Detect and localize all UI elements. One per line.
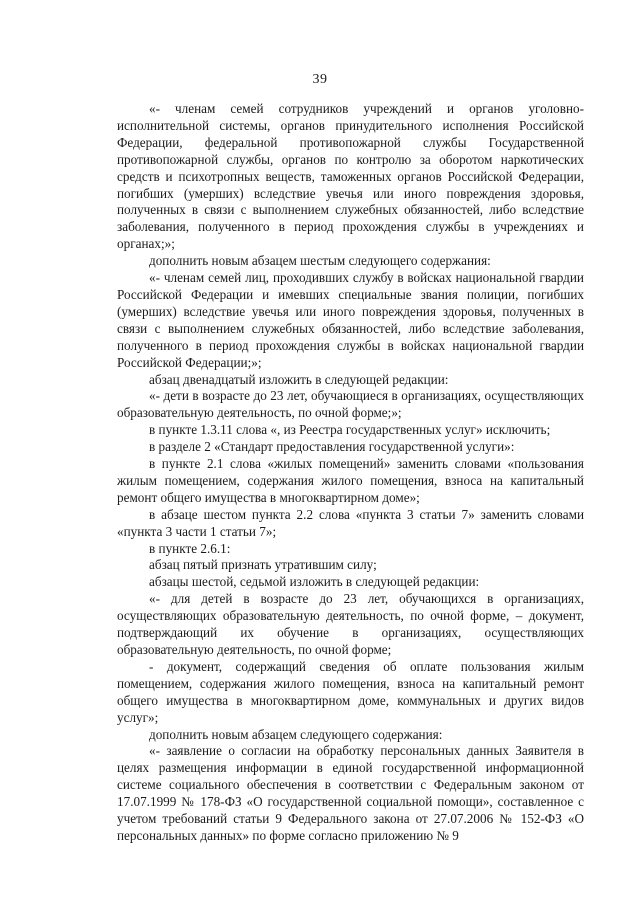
paragraph-9: в абзаце шестом пункта 2.2 слова «пункта 3 статьи 7» заменить словами «пункта 3 части 1 статьи 7»; xyxy=(117,506,584,539)
paragraph-13: «- для детей в возрасте до 23 лет, обучающихся в организациях, осуществляющих образовательную деятельность, по очной форме, – документ, подтверждающий их обучение в организациях, осуществляющих образовательную деятельность, по очной форме; xyxy=(117,591,584,657)
paragraph-15: дополнить новым абзацем следующего содержания: xyxy=(149,726,443,742)
paragraph-11: абзац пятый признать утратившим силу; xyxy=(149,557,377,573)
paragraph-7: в разделе 2 «Стандарт предоставления государственной услуги»: xyxy=(149,439,515,455)
paragraph-14: - документ, содержащий сведения об оплате пользования жилым помещением, содержания жилого помещения, взноса на капитальный ремонт общего имущества в многоквартирном доме, коммунальных и других видов услуг»; xyxy=(117,658,584,725)
document-body xyxy=(117,101,584,845)
paragraph-1: «- членам семей сотрудников учреждений и органов уголовно-исполнительной системы, органов принудительного исполнения Российской Федерации, федеральной противопожарной службы Государственной противопожарной службы, органов по контролю за оборотом наркотических средств и психотропных веществ, таможенных органов Российской Федерации, погибших (умерших) вследствие увечья или иного повреждения здоровья, полученных в связи с выполнением служебных обязанностей, либо вследствие заболевания, полученного в период прохождения службы в учреждениях и органах;»; xyxy=(117,101,584,252)
paragraph-4: абзац двенадцатый изложить в следующей редакции: xyxy=(149,371,449,387)
paragraph-8: в пункте 2.1 слова «жилых помещений» заменить словами «пользования жилым помещением, содержания жилого помещения, взноса на капитальный ремонт общего имущества в многоквартирном доме»; xyxy=(117,456,584,505)
page-number: 39 xyxy=(312,72,328,87)
paragraph-3: «- членам семей лиц, проходивших службу в войсках национальной гвардии Российской Федерации и имевших специальные звания полиции, погибших (умерших) вследствие увечья или иного повреждения здоровья, полученных в связи с выполнением служебных обязанностей, либо вследствие заболевания, полученного в период прохождения службы в войсках национальной гвардии Российской Федерации;»; xyxy=(117,270,584,370)
paragraph-2: дополнить новым абзацем шестым следующего содержания: xyxy=(149,253,491,269)
paragraph-16: «- заявление о согласии на обработку персональных данных Заявителя в целях размещения информации в единой государственной информационной системе социального обеспечения в соответствии с Федеральным законом от 17.07.1999 № 178-ФЗ «О государственной социальной помощи», составленное с учетом требований статьи 9 Федерального закона от 27.07.2006 № 152-ФЗ «О персональных данных» по форме согласно приложению № 9 xyxy=(117,743,584,843)
paragraph-10: в пункте 2.6.1: xyxy=(149,540,231,556)
paragraph-5: «- дети в возрасте до 23 лет, обучающиеся в организациях, осуществляющих образовательную деятельность, по очной форме;»; xyxy=(117,388,584,421)
paragraph-12: абзацы шестой, седьмой изложить в следующей редакции: xyxy=(149,574,480,590)
paragraph-6: в пункте 1.3.11 слова «, из Реестра государственных услуг» исключить; xyxy=(149,422,551,438)
